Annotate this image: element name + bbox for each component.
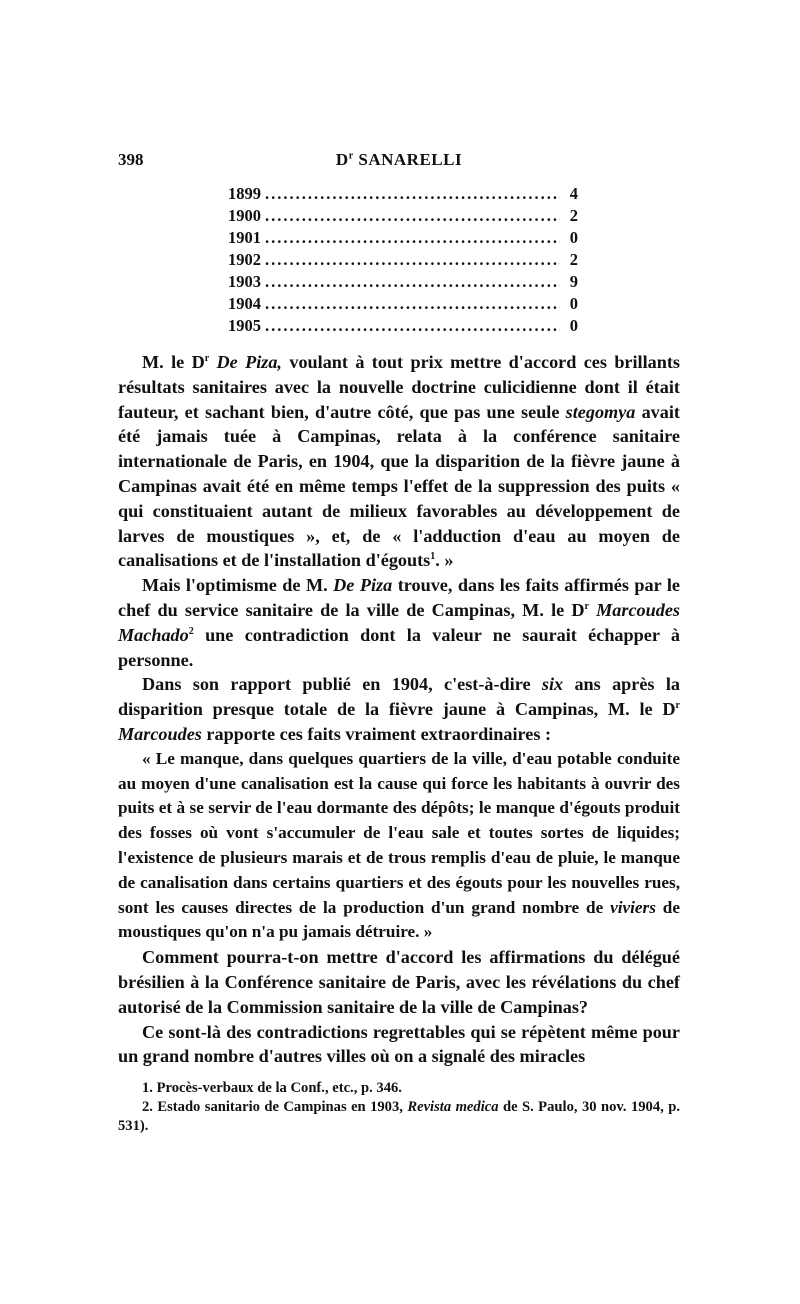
- year-row: [228, 206, 578, 228]
- footnote-ref-2: 2: [188, 625, 194, 637]
- footnote-2: [118, 1098, 680, 1136]
- year-cell: 1905: [228, 316, 261, 335]
- author-prefix-sup: r: [348, 150, 354, 162]
- italic-name: De Piza: [333, 575, 393, 596]
- year-cell: 1900: [228, 206, 261, 225]
- superscript: r: [204, 352, 210, 364]
- year-row: [228, 294, 578, 316]
- year-row: [228, 228, 578, 250]
- year-cell: 1899: [228, 184, 261, 203]
- footnotes: [118, 1079, 680, 1136]
- text-run: voulant à tout prix mettre d'accord ces brillants résultats sanitaires avec la nouvelle doctrine culicidienne dont il était fauteur, et sachant bien, d'autre côté, que pas une seule: [118, 352, 681, 422]
- year-row: [228, 316, 578, 338]
- leader-dots: [265, 206, 560, 226]
- running-header: [118, 150, 680, 178]
- italic-title: Revista medica: [407, 1099, 499, 1116]
- italic-word: six: [541, 674, 564, 695]
- year-row: [228, 272, 578, 294]
- paragraph-3: [118, 672, 680, 746]
- paragraph-2: [118, 573, 680, 672]
- value-cell: 4: [569, 184, 578, 203]
- superscript: r: [584, 600, 589, 612]
- year-row: [228, 250, 578, 272]
- italic-term: stegomya: [565, 401, 636, 422]
- author-prefix: D: [335, 150, 349, 169]
- book-page: [118, 150, 680, 1136]
- year-table: [228, 184, 578, 338]
- text-run: [209, 352, 216, 372]
- year-cell: 1901: [228, 228, 261, 247]
- text-run: Mais l'optimisme de M.: [142, 575, 334, 596]
- text-run: rapporte ces faits vraiment extraordinaires :: [201, 723, 552, 744]
- value-cell: 0: [569, 316, 578, 335]
- footnote-1: 1. Procès-verbaux de la Conf., etc., p. 346.: [142, 1080, 402, 1097]
- italic-name: De Piza,: [216, 352, 282, 372]
- text-run: Dans son rapport publié en 1904, c'est-à-dire: [142, 674, 542, 695]
- leader-dots: [265, 272, 560, 292]
- value-cell: 2: [569, 206, 578, 225]
- text-run: ans après la disparition presque totale de la fièvre jaune à Campinas, M. le D: [118, 674, 680, 720]
- running-title: [118, 150, 680, 170]
- text-run: M. le D: [142, 352, 205, 372]
- text-run: « Le manque, dans quelques quartiers de la ville, d'eau potable conduite au moyen d'une canalisation est la cause qui force les habitants à ouvrir des puits et à se servir de l'eau dormante des dépôts; le manque d'égouts produit des fosses où vont s'accumuler de l'eau sale et toutes sortes de liquides; l'existence de plusieurs marais et de trous remplis d'eau de pluie, le manque de canalisation dans certains quartiers et des égouts pour les nouvelles rues, sont les causes directes de la production d'un grand nombre de: [118, 748, 680, 917]
- leader-dots: [265, 250, 560, 270]
- author-name: SANARELLI: [358, 150, 463, 169]
- leader-dots: [265, 184, 560, 204]
- text-run: 2. Estado sanitario de Campinas en 1903,: [142, 1099, 408, 1116]
- paragraph-6: Ce sont-là des contradictions regrettables qui se répètent même pour un grand nombre d'autres villes où on a signalé des miracles: [118, 1021, 680, 1067]
- text-run: de moustiques qu'on n'a pu jamais détruire. »: [118, 897, 680, 942]
- text-run: avait été jamais tuée à Campinas, relata à la conférence sanitaire internationale de Paris, en 1904, que la disparition de la fièvre jaune à Campinas avait été en même temps l'effet de la suppression des puits « qui constituaient autant de milieux favorables au développement de larves de moustiques », et, de « l'adduction d'eau au moyen de canalisations et de l'installation d'égouts: [118, 401, 680, 571]
- quotation-paragraph: [118, 747, 680, 945]
- superscript: r: [675, 700, 680, 712]
- italic-word: viviers: [610, 897, 656, 917]
- value-cell: 0: [569, 294, 578, 313]
- text-run: une contradiction dont la valeur ne saurait échapper à personne.: [118, 624, 680, 670]
- italic-name: Marcoudes Machado: [118, 599, 680, 645]
- text-run: . »: [435, 550, 454, 571]
- paragraph-1: [118, 350, 680, 573]
- value-cell: 0: [569, 228, 578, 247]
- leader-dots: [265, 316, 560, 336]
- year-row: [228, 184, 578, 206]
- year-cell: 1902: [228, 250, 261, 269]
- footnote-ref-1: 1: [430, 551, 436, 563]
- paragraph-5: Comment pourra-t-on mettre d'accord les affirmations du délégué brésilien à la Conférence sanitaire de Paris, avec les révélations du chef autorisé de la Commission sanitaire de la ville de Campinas?: [118, 947, 680, 1017]
- year-cell: 1904: [228, 294, 261, 313]
- text-run: de S. Paulo, 30 nov. 1904, p. 531).: [118, 1099, 680, 1135]
- leader-dots: [265, 228, 560, 248]
- value-cell: 9: [569, 272, 578, 291]
- body-text: [118, 350, 680, 1069]
- text-run: trouve, dans les faits affirmés par le chef du service sanitaire de la ville de Campinas, M. le D: [118, 575, 680, 620]
- leader-dots: [265, 294, 560, 314]
- year-cell: 1903: [228, 272, 261, 291]
- page-number: 398: [118, 150, 144, 169]
- value-cell: 2: [569, 250, 578, 269]
- italic-name: Marcoudes: [118, 723, 202, 744]
